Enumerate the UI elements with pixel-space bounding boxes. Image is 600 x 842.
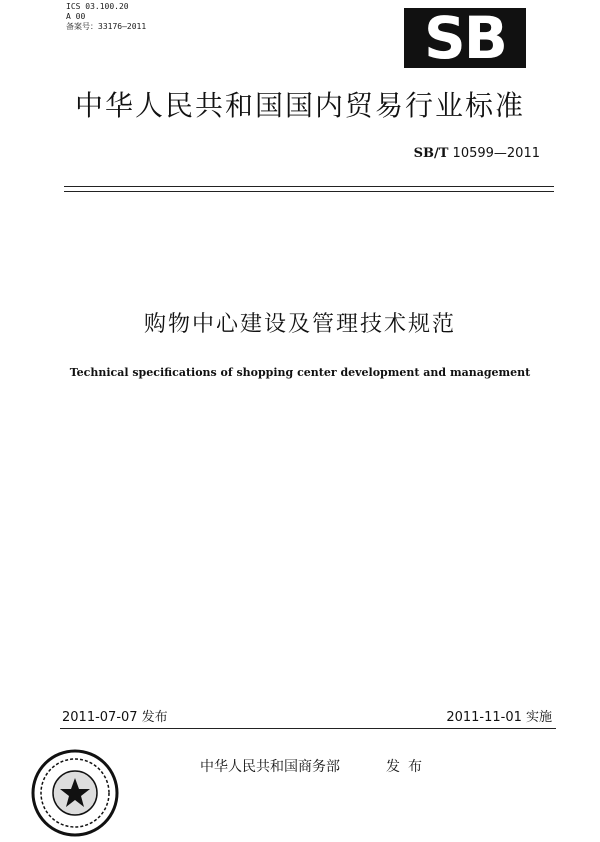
document-title-chinese: 购物中心建设及管理技术规范 bbox=[143, 312, 456, 337]
standard-number bbox=[414, 146, 540, 162]
issue-date: 2011-07-07 发布 bbox=[62, 710, 168, 725]
classification-code: A 00 bbox=[66, 12, 86, 21]
issuing-organization-heading: 中华人民共和国国内贸易行业标准 bbox=[74, 89, 525, 122]
implementation-date: 2011-11-01 实施 bbox=[446, 710, 552, 725]
footer-divider bbox=[60, 728, 556, 729]
issue-label: 发布 bbox=[386, 759, 430, 775]
standard-prefix: SB/T bbox=[413, 146, 449, 161]
issuing-authority: 中华人民共和国商务部 bbox=[200, 759, 340, 775]
header-divider-top bbox=[64, 186, 554, 187]
header-divider-bottom bbox=[64, 191, 554, 192]
standard-code: 10599—2011 bbox=[448, 146, 540, 161]
sb-logo: SB bbox=[404, 8, 526, 68]
official-seal-icon bbox=[30, 748, 120, 838]
record-number: 备案号：33176—2011 bbox=[66, 22, 147, 31]
document-title-english: Technical specifications of shopping center development and management bbox=[69, 366, 531, 379]
ics-code: ICS 03.100.20 bbox=[66, 2, 129, 11]
